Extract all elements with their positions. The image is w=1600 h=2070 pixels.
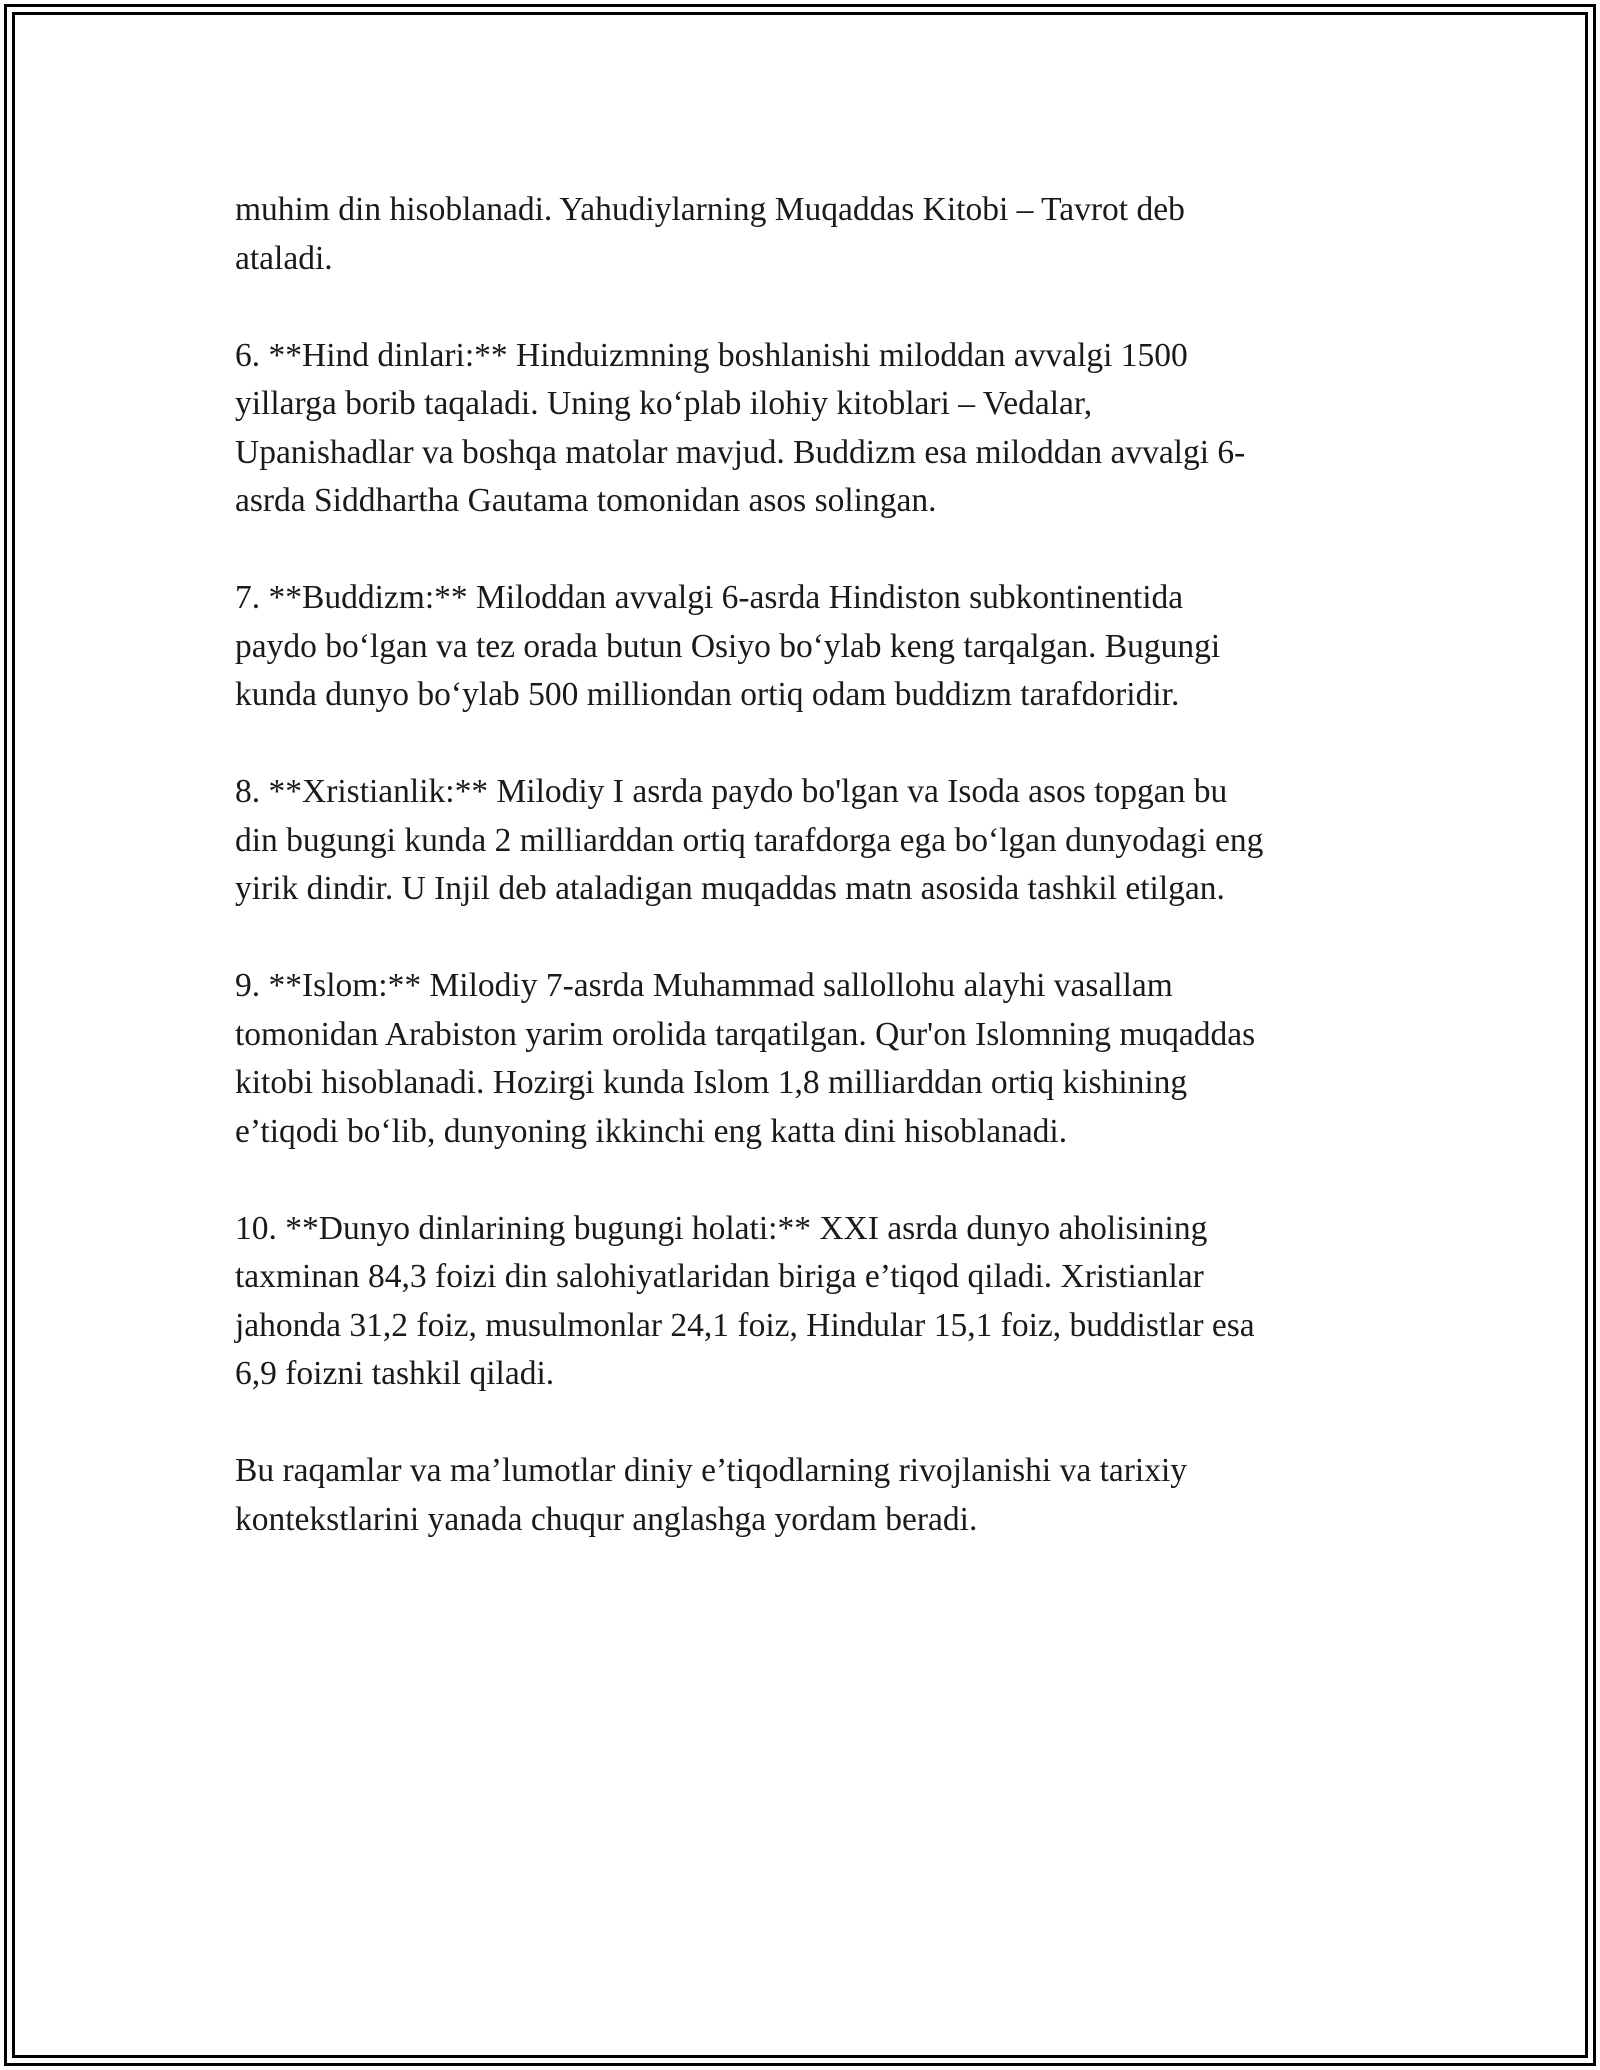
paragraph-islam xyxy=(235,962,1375,1156)
text-line: ataladi. xyxy=(235,239,333,277)
text-line: muhim din hisoblanadi. Yahudiylarning Muqaddas Kitobi – Tavrot deb xyxy=(235,191,1185,228)
text-line: 6,9 foizni tashkil qiladi. xyxy=(235,1355,555,1392)
text-line: din bugungi kunda 2 milliarddan ortiq tarafdorga ega boʻlgan dunyodagi eng xyxy=(235,821,1264,859)
text-line: kunda dunyo boʻylab 500 milliondan ortiq odam buddizm tarafdoridir. xyxy=(235,676,1180,713)
paragraph-christianity xyxy=(235,768,1375,914)
text-line: 8. **Xristianlik:** Milodiy I asrda paydo bo'lgan va Isoda asos topgan bu xyxy=(235,773,1228,810)
text-line: yirik dindir. U Injil deb ataladigan muqaddas matn asosida tashkil etilgan. xyxy=(235,870,1225,907)
paragraph-hindu-religions xyxy=(235,332,1375,526)
text-line: Upanishadlar va boshqa matolar mavjud. Buddizm esa miloddan avvalgi 6- xyxy=(235,433,1246,471)
text-line: e’tiqodi boʻlib, dunyoning ikkinchi eng katta dini hisoblanadi. xyxy=(235,1112,1068,1150)
text-line: Bu raqamlar va ma’lumotlar diniy e’tiqodlarning rivojlanishi va tarixiy xyxy=(235,1452,1188,1489)
text-line: 9. **Islom:** Milodiy 7-asrda Muhammad sallollohu alayhi vasallam xyxy=(235,967,1173,1004)
text-line: paydo boʻlgan va tez orada butun Osiyo boʻylab keng tarqalgan. Bugungi xyxy=(235,627,1221,665)
text-line: asrda Siddhartha Gautama tomonidan asos solingan. xyxy=(235,482,937,519)
text-line: 7. **Buddizm:** Miloddan avvalgi 6-asrda Hindiston subkontinentida xyxy=(235,579,1184,616)
text-line: tomonidan Arabiston yarim orolida tarqatilgan. Qur'on Islomning muqaddas xyxy=(235,1015,1256,1053)
text-line: 10. **Dunyo dinlarining bugungi holati:** XXI asrda dunyo aholisining xyxy=(235,1209,1208,1247)
paragraph-world-religions-today xyxy=(235,1205,1375,1399)
text-line: taxminan 84,3 foizi din salohiyatlaridan biriga e’tiqod qiladi. Xristianlar xyxy=(235,1258,1204,1295)
text-line: 6. **Hind dinlari:** Hinduizmning boshlanishi miloddan avvalgi 1500 xyxy=(235,336,1188,374)
document-body xyxy=(235,186,1375,1593)
text-line: jahonda 31,2 foiz, musulmonlar 24,1 foiz, Hindular 15,1 foiz, buddistlar esa xyxy=(235,1306,1255,1344)
text-line: kitobi hisoblanadi. Hozirgi kunda Islom 1,8 milliarddan ortiq kishining xyxy=(235,1064,1188,1101)
paragraph-torah xyxy=(235,186,1375,283)
paragraph-conclusion xyxy=(235,1447,1375,1544)
paragraph-buddhism xyxy=(235,574,1375,720)
text-line: yillarga borib taqaladi. Uning koʻplab ilohiy kitoblari – Vedalar, xyxy=(235,385,1093,422)
text-line: kontekstlarini yanada chuqur anglashga yordam beradi. xyxy=(235,1500,978,1538)
